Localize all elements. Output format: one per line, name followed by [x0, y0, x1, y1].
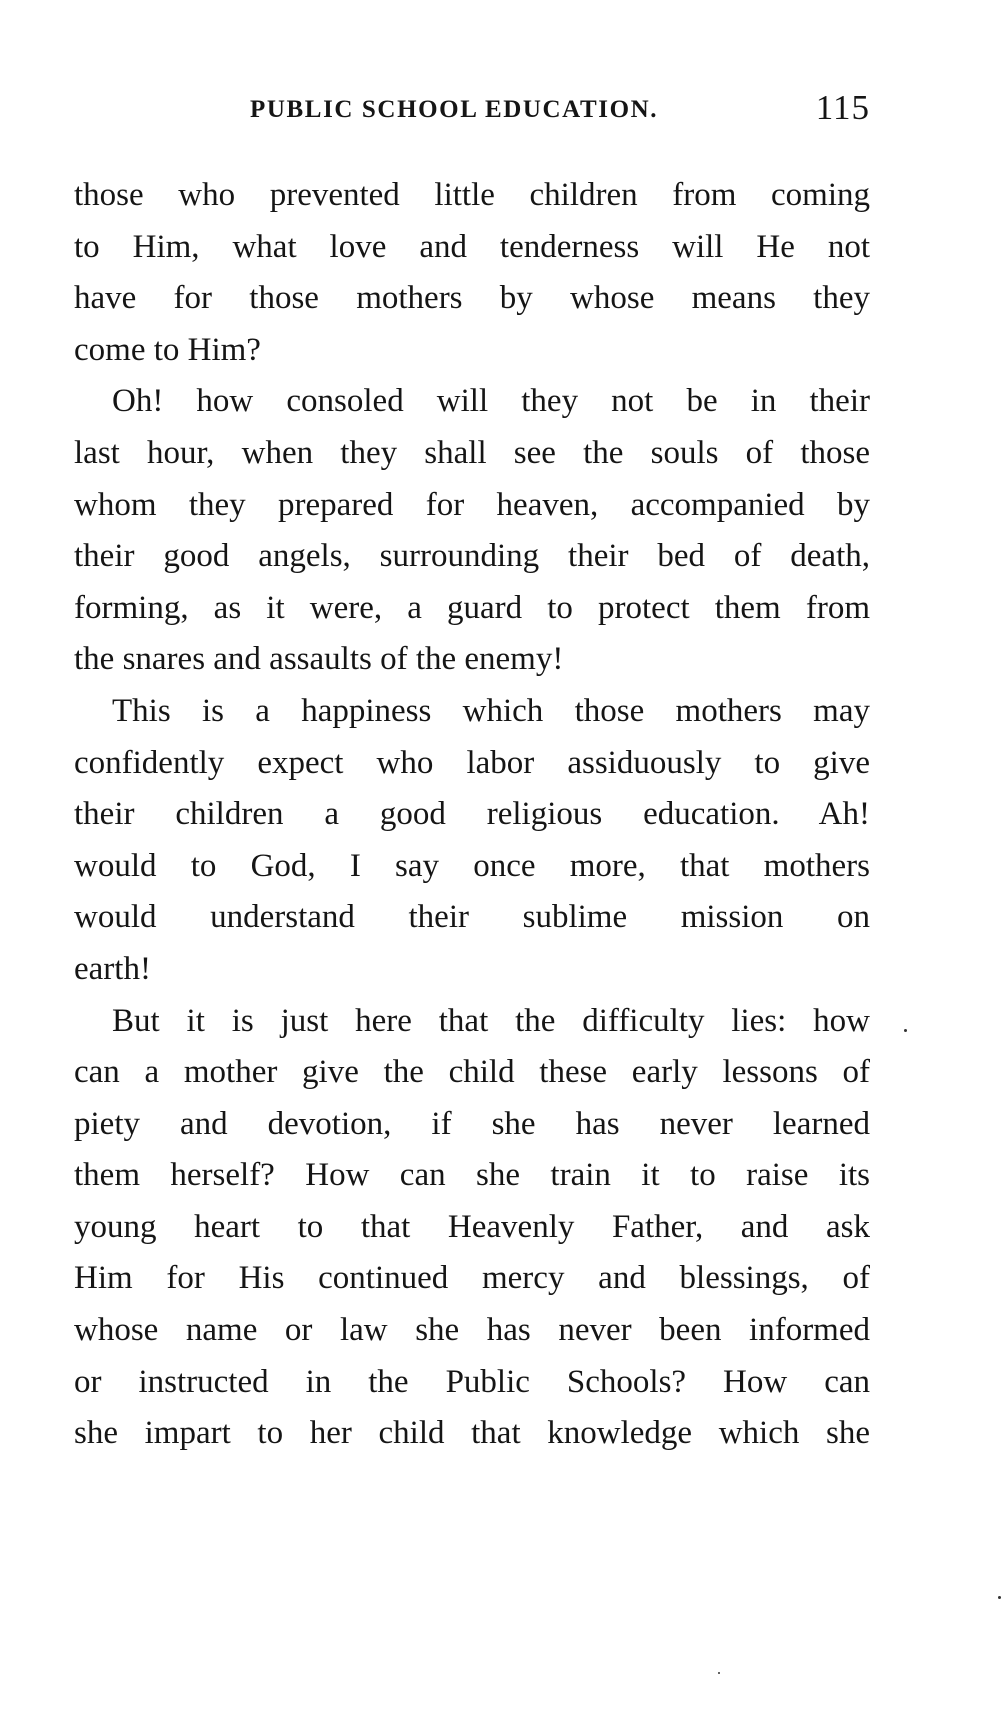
text-line: those who prevented little children from coming: [74, 177, 870, 213]
text-line: forming, as it were, a guard to protect them from: [74, 589, 870, 626]
text-line: But it is just here that the difficulty lies: how: [112, 1002, 870, 1039]
text-line: earth!: [74, 950, 151, 987]
text-line: or instructed in the Public Schools? How can: [74, 1363, 870, 1400]
text-line: can a mother give the child these early lessons of: [74, 1054, 870, 1091]
text-line: whom they prepared for heaven, accompanied by: [74, 486, 870, 523]
text-line: the snares and assaults of the enemy!: [74, 641, 564, 678]
text-line: would to God, I say once more, that mothers: [74, 847, 870, 884]
text-line: have for those mothers by whose means they: [74, 280, 870, 317]
text-line: their good angels, surrounding their bed of death,: [74, 538, 870, 575]
text-line: Him for His continued mercy and blessings, of: [74, 1260, 870, 1297]
text-line: she impart to her child that knowledge which she: [74, 1415, 870, 1452]
paragraph: [74, 686, 870, 996]
text-line: whose name or law she has never been informed: [74, 1312, 870, 1349]
paragraph: [74, 996, 870, 1460]
body-text: [74, 170, 870, 1460]
paragraph: [74, 376, 870, 686]
text-line: their children a good religious education. Ah!: [74, 796, 870, 833]
paragraph: [74, 170, 870, 376]
text-line: piety and devotion, if she has never learned: [74, 1105, 870, 1142]
text-line: young heart to that Heavenly Father, and ask: [74, 1208, 870, 1245]
text-line: last hour, when they shall see the souls of those: [74, 434, 870, 471]
text-line: to Him, what love and tenderness will He not: [74, 228, 870, 265]
text-line: would understand their sublime mission on: [74, 899, 870, 936]
scan-speck: [998, 1596, 1001, 1599]
scan-speck: [718, 1672, 720, 1674]
text-line: confidently expect who labor assiduously to give: [74, 744, 870, 781]
text-line: This is a happiness which those mothers may: [112, 692, 870, 729]
running-title: PUBLIC SCHOOL EDUCATION.: [250, 96, 659, 123]
running-head: [74, 88, 870, 132]
text-line: Oh! how consoled will they not be in their: [112, 383, 870, 420]
scan-speck: [904, 1029, 907, 1032]
text-line: come to Him?: [74, 331, 261, 368]
page-number: 115: [815, 88, 870, 127]
text-line: them herself? How can she train it to raise its: [74, 1157, 870, 1194]
